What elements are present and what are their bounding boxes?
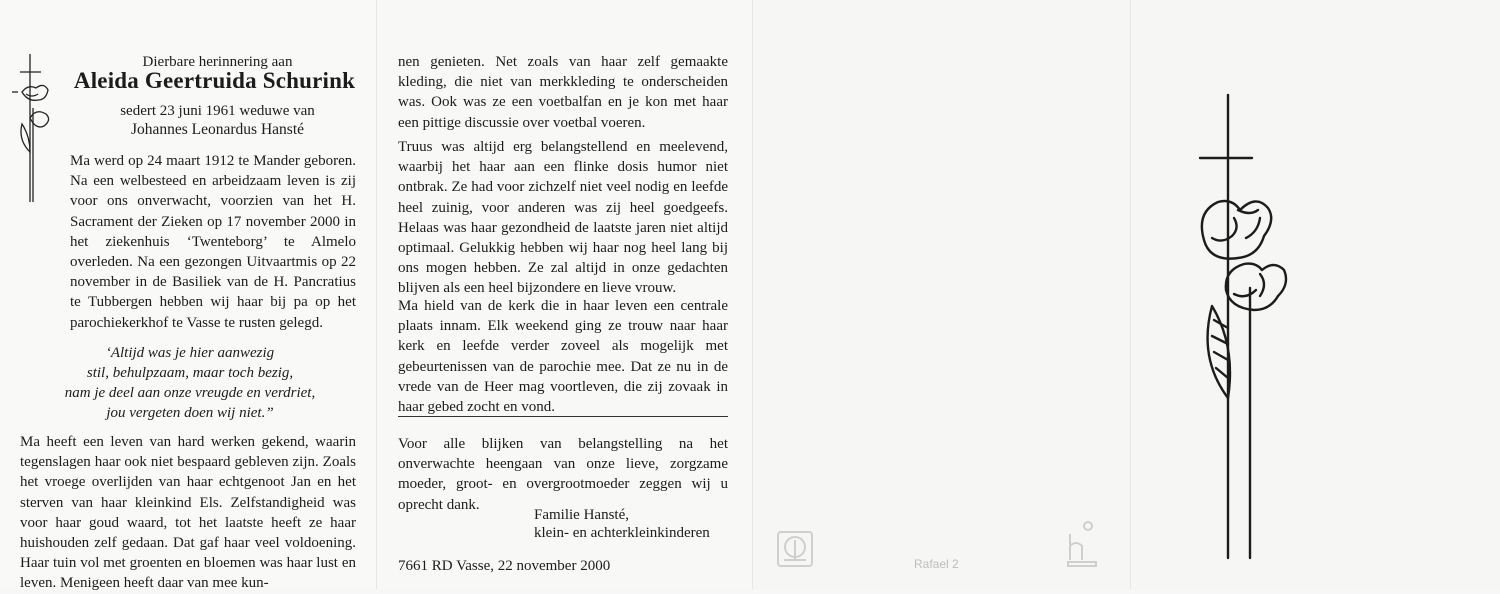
panel-back-left (752, 0, 1130, 589)
poem-line: stil, behulpzaam, maar toch bezig, (86, 365, 294, 381)
paragraph-3: Ma hield van de kerk die in haar leven een centrale plaats innam. Elk weekend ging ze trouw naar haar kerk en leefde verder zoveel als mogelijk met gebeurtenissen van de parochie mee. Dat ze nu in de vrede van de Heer mag voortleven, die zij zovaak in haar gebed zocht en vond. (398, 298, 728, 416)
publisher-logo-icon (776, 530, 814, 568)
deceased-name: Aleida Geertruida Schurink (73, 68, 356, 93)
design-code: Rafael 2 (914, 557, 959, 571)
life-text: Ma heeft een leven van hard werken gekend, waarin tegenslagen haar ook niet bespaard gebleven zijn. Zoals het vroege overlijden van haar echtgenoot Jan en het sterven van haar kleinkind Els. Zelfstandigheid was voor haar goud waard, tot het laatste heeft ze haar huishouden zelf gedaan. Dat gaf haar veel voldoening. Haar tuin vol met groenten en bloemen was haar lust en leven. Menigeen heeft daar van mee kun- (20, 434, 356, 592)
panel-back-right (1130, 0, 1500, 589)
cross-rose-icon (8, 52, 58, 212)
panel-left (0, 0, 376, 592)
family-grandchildren: klein- en achterkleinkinderen (534, 525, 710, 541)
fold-line (376, 0, 377, 589)
address-date: 7661 RD Vasse, 22 november 2000 (398, 558, 611, 574)
poem-line: ‘Altijd was je hier aanwezig (105, 345, 275, 361)
fold-line (752, 0, 753, 589)
biography-text: Ma werd op 24 maart 1912 te Mander geboren. Na een welbesteed en arbeidzaam leven is zij voor ons onverwacht, voorzien van het H. Sacrament der Zieken op 17 november 2000 in het ziekenhuis ‘Twenteborg’ te Almelo overleden. Na een gezongen Uitvaartmis op 22 november in de Basiliek van de H. Pancratius te Tubbergen hebben wij haar bij pa op het parochiekerkhof te Vasse te rusten gelegd. (70, 153, 356, 331)
paragraph-2: Truus was altijd erg belangstellend en meelevend, waarbij het haar aan een flinke dosis humor niet ontbrak. Ze had voor zichzelf niet veel nodig en leefde heel zuinig, voor anderen was zij heel goedgeefs. Helaas was haar gezondheid de laatste jaren niet altijd optimaal. Gelukkig hebben wij haar nog heel lang bij ons mogen hebben. Ze zal altijd in onze gedachten blijven als een heel bijzondere en lieve vrouw. (398, 139, 728, 297)
widow-line: sedert 23 juni 1961 weduwe van (120, 103, 315, 119)
fold-line (1130, 0, 1131, 589)
poem-line: jou vergeten doen wij niet.” (106, 405, 274, 421)
family-signature: Familie Hansté, (534, 507, 629, 523)
poem-line: nam je deel aan onze vreugde en verdriet, (64, 385, 316, 401)
printer-logo-icon (1064, 520, 1100, 568)
heading: Dierbare herinnering aan (142, 54, 293, 70)
panel-middle (376, 0, 752, 589)
divider-line (398, 416, 728, 417)
thanks-text: Voor alle blijken van belangstelling na het onverwachte heengaan van onze lieve, zorgzame moeder, groot- en overgrootmoeder zeggen wij u oprecht dank. (398, 436, 728, 513)
cross-rose-illustration (1190, 90, 1300, 565)
paragraph-1: nen genieten. Net zoals van haar zelf gemaakte kleding, die niet van merkkleding te onderscheiden was. Ook was ze een voetbalfan en je kon met haar een pittige discussie over voetbal voeren. (398, 54, 728, 131)
husband-name: Johannes Leonardus Hansté (130, 121, 305, 138)
